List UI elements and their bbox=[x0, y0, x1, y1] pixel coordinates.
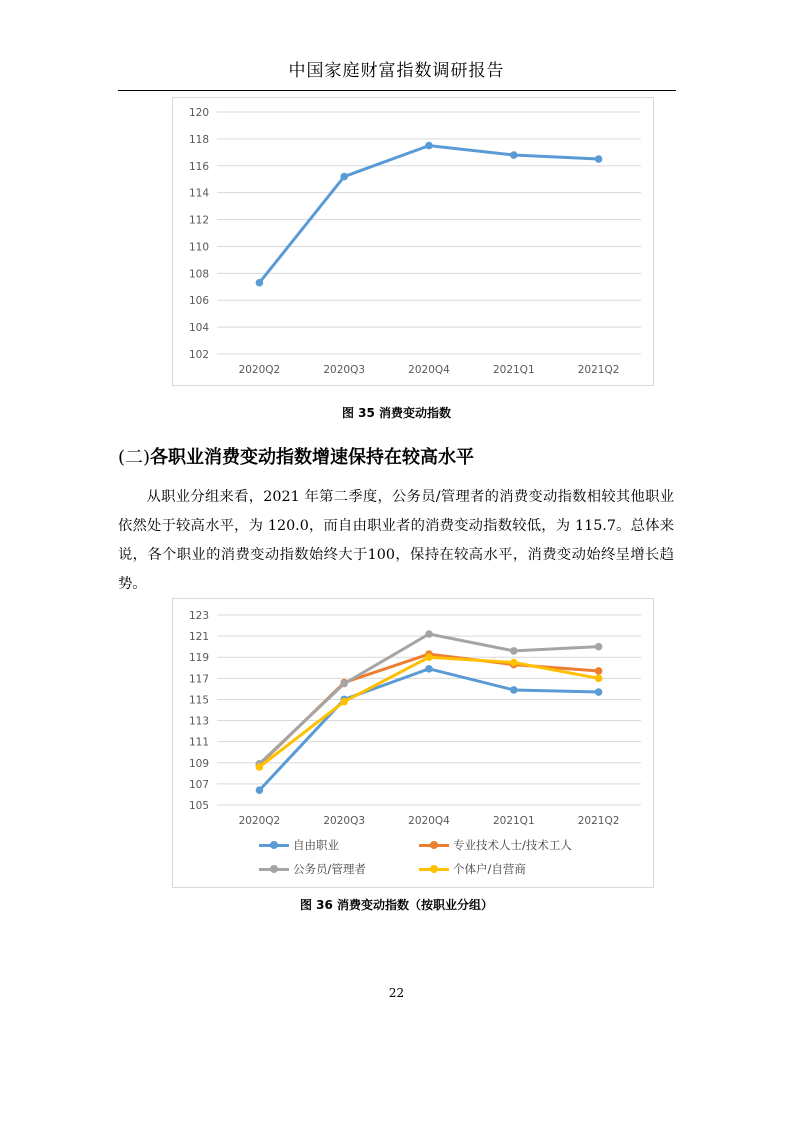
chart-35-x-tick-label: 2020Q4 bbox=[408, 364, 450, 376]
chart-35-y-tick-label: 106 bbox=[188, 295, 209, 308]
chart-36-series-3-point bbox=[510, 647, 518, 655]
chart-36-y-tick-label: 111 bbox=[188, 736, 209, 749]
body-paragraph: 从职业分组来看，2021 年第二季度，公务员/管理者的消费变动指数相较其他职业依然处于较高水平，为 120.0，而自由职业者的消费变动指数较低，为 115.7。总体来说，各个职业的消费变动指数始终大于100，保持在较高水平，消费变动始终呈增长趋势。 bbox=[118, 489, 674, 592]
chart-36-y-tick-label: 123 bbox=[188, 610, 209, 622]
legend-swatch-marker bbox=[270, 865, 278, 873]
chart-36-series-3-point bbox=[425, 630, 433, 638]
chart-36-y-tick-label: 115 bbox=[188, 694, 209, 707]
legend-swatch-marker bbox=[430, 841, 438, 849]
legend-label: 自由职业 bbox=[293, 838, 339, 852]
chart-35-series-1-point bbox=[425, 142, 433, 150]
chart-35-y-tick-label: 120 bbox=[188, 107, 209, 119]
chart-35-y-tick-label: 110 bbox=[188, 241, 209, 254]
chart-35-y-tick-label: 118 bbox=[188, 133, 209, 146]
chart-36-x-tick-label: 2021Q2 bbox=[577, 815, 620, 827]
chart-35-x-tick-label: 2021Q1 bbox=[492, 364, 535, 376]
chart-36-x-tick-label: 2020Q4 bbox=[408, 815, 450, 827]
chart-36-series-1-point bbox=[256, 786, 264, 794]
figure-35-caption: 图 35 消费变动指数 bbox=[341, 406, 452, 420]
chart-35-y-tick-label: 116 bbox=[188, 160, 209, 173]
chart-36-series-1-point bbox=[595, 688, 603, 696]
chart-35-series-1-point bbox=[510, 151, 518, 159]
chart-35-series-1-point bbox=[256, 279, 264, 287]
chart-36-series-2-point bbox=[595, 667, 603, 675]
chart-35-frame bbox=[172, 97, 654, 386]
chart-36-x-tick-label: 2021Q1 bbox=[492, 815, 535, 827]
chart-36-series-3-point bbox=[340, 680, 348, 688]
legend-swatch bbox=[259, 841, 289, 849]
chart-36-frame bbox=[172, 598, 654, 888]
figure-36-caption: 图 36 消费变动指数（按职业分组） bbox=[299, 898, 494, 912]
header-rule bbox=[118, 90, 676, 91]
chart-36-y-tick-label: 119 bbox=[188, 652, 209, 665]
chart-36-y-tick-label: 117 bbox=[188, 673, 209, 686]
legend-label: 个体户/自营商 bbox=[453, 862, 526, 876]
chart-35-y-tick-label: 114 bbox=[188, 187, 209, 200]
legend-label: 专业技术人士/技术工人 bbox=[453, 838, 572, 852]
section-number: (二) bbox=[118, 447, 151, 468]
chart-35-series-1-point bbox=[595, 155, 603, 163]
chart-36-y-tick-label: 109 bbox=[188, 757, 209, 770]
legend-swatch-marker bbox=[270, 841, 278, 849]
chart-35-y-tick-label: 104 bbox=[188, 322, 209, 335]
chart-36-y-tick-label: 121 bbox=[188, 631, 209, 644]
chart-36-series-4-point bbox=[595, 675, 603, 683]
section-title: 各职业消费变动指数增速保持在较高水平 bbox=[150, 447, 475, 468]
chart-36-svg bbox=[173, 599, 653, 887]
chart-36-series-line-4 bbox=[259, 657, 598, 767]
chart-36-y-tick-label: 113 bbox=[188, 715, 209, 728]
chart-35-x-tick-label: 2020Q2 bbox=[238, 364, 281, 376]
chart-36-x-tick-label: 2020Q3 bbox=[323, 815, 366, 827]
chart-35-y-tick-label: 108 bbox=[188, 268, 209, 281]
legend-label: 公务员/管理者 bbox=[293, 862, 366, 876]
chart-36-y-tick-label: 105 bbox=[188, 800, 209, 812]
page-number: 22 bbox=[388, 986, 405, 1000]
chart-35-svg bbox=[173, 98, 653, 385]
chart-35-series-1-point bbox=[340, 173, 348, 181]
chart-36-series-4-point bbox=[256, 763, 264, 771]
chart-35-y-tick-label: 112 bbox=[188, 214, 209, 227]
chart-36-series-4-point bbox=[510, 659, 518, 667]
chart-36-x-tick-label: 2020Q2 bbox=[238, 815, 281, 827]
chart-36-series-4-point bbox=[340, 698, 348, 706]
legend-swatch bbox=[259, 865, 289, 873]
page-header-title: 中国家庭财富指数调研报告 bbox=[288, 61, 505, 81]
chart-36-y-tick-label: 107 bbox=[188, 778, 209, 791]
chart-35-y-tick-label: 102 bbox=[188, 349, 209, 361]
legend-swatch-marker bbox=[430, 865, 438, 873]
chart-36-series-1-point bbox=[510, 686, 518, 694]
chart-35-x-tick-label: 2021Q2 bbox=[577, 364, 620, 376]
chart-36-series-4-point bbox=[425, 653, 433, 661]
chart-36-series-3-point bbox=[595, 643, 603, 651]
chart-36-series-1-point bbox=[425, 665, 433, 673]
legend-swatch bbox=[419, 841, 449, 849]
section-heading bbox=[118, 443, 474, 469]
chart-35-x-tick-label: 2020Q3 bbox=[323, 364, 366, 376]
legend-swatch bbox=[419, 865, 449, 873]
